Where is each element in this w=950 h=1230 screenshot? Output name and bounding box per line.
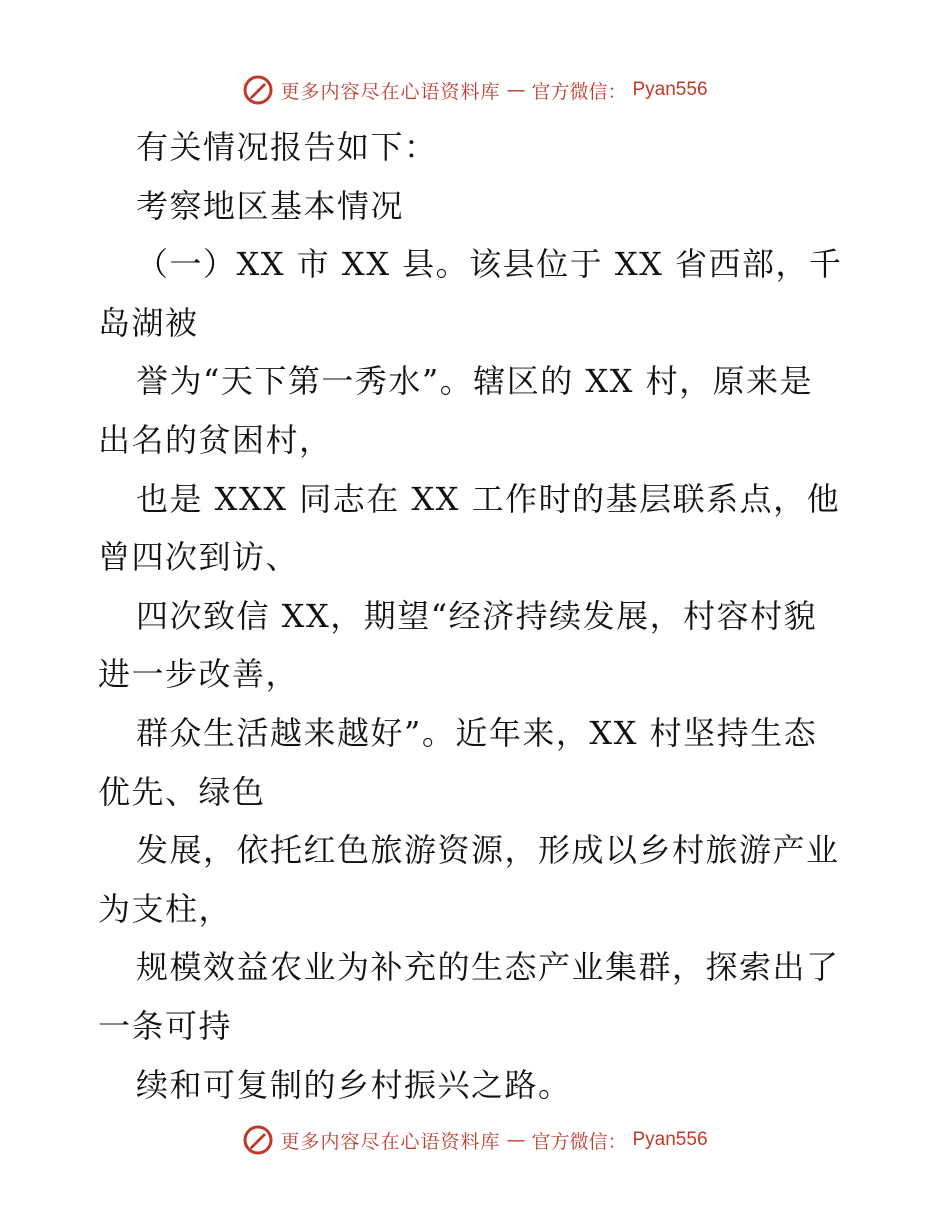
banner-wechat-label: 官方微信： — [531, 1130, 627, 1153]
text-line: 考察地区基本情况 — [136, 186, 405, 225]
banner-dash: — — [506, 1129, 526, 1151]
text-line: 一条可持 — [98, 1006, 233, 1045]
text-line: 出名的贫困村， — [98, 420, 333, 459]
text-line: 为支柱， — [98, 889, 233, 928]
text-line: 曾四次到访、 — [98, 538, 300, 577]
text-line: 进一步改善， — [98, 655, 300, 694]
text-line: 发展，依托红色旅游资源，形成以乡村旅游产业 — [136, 831, 840, 870]
banner-main-text: 更多内容尽在心语资料库 — [280, 80, 501, 103]
banner-main-text: 更多内容尽在心语资料库 — [280, 1130, 501, 1153]
logo-icon — [242, 1124, 274, 1156]
logo-icon — [242, 74, 274, 106]
footer-banner — [0, 1120, 950, 1160]
text-line: 岛湖被 — [98, 303, 199, 342]
header-banner-inner — [242, 74, 707, 106]
header-banner — [0, 70, 950, 110]
text-line: 有关情况报告如下： — [136, 128, 438, 166]
banner-wechat-id: Pyan556 — [632, 79, 708, 100]
text-line: 续和可复制的乡村振兴之路。 — [136, 1065, 572, 1104]
document-body — [98, 118, 858, 1114]
banner-dash: — — [506, 79, 526, 101]
text-line: 优先、绿色 — [98, 772, 266, 811]
text-line: 四次致信 XX，期望“经济持续发展，村容村貌 — [136, 596, 818, 635]
text-line: 规模效益农业为补充的生态产业集群，探索出了 — [136, 948, 840, 987]
footer-banner-inner — [242, 1124, 707, 1156]
text-line: 誉为“天下第一秀水”。辖区的 XX 村，原来是 — [136, 362, 814, 401]
text-line: 群众生活越来越好”。近年来，XX 村坚持生态 — [136, 713, 818, 752]
text-line: 也是 XXX 同志在 XX 工作时的基层联系点，他 — [136, 479, 841, 518]
text-line: （一）XX 市 XX 县。该县位于 XX 省西部，千 — [136, 245, 843, 284]
banner-wechat-label: 官方微信： — [531, 80, 627, 103]
banner-wechat-id: Pyan556 — [632, 1129, 708, 1150]
